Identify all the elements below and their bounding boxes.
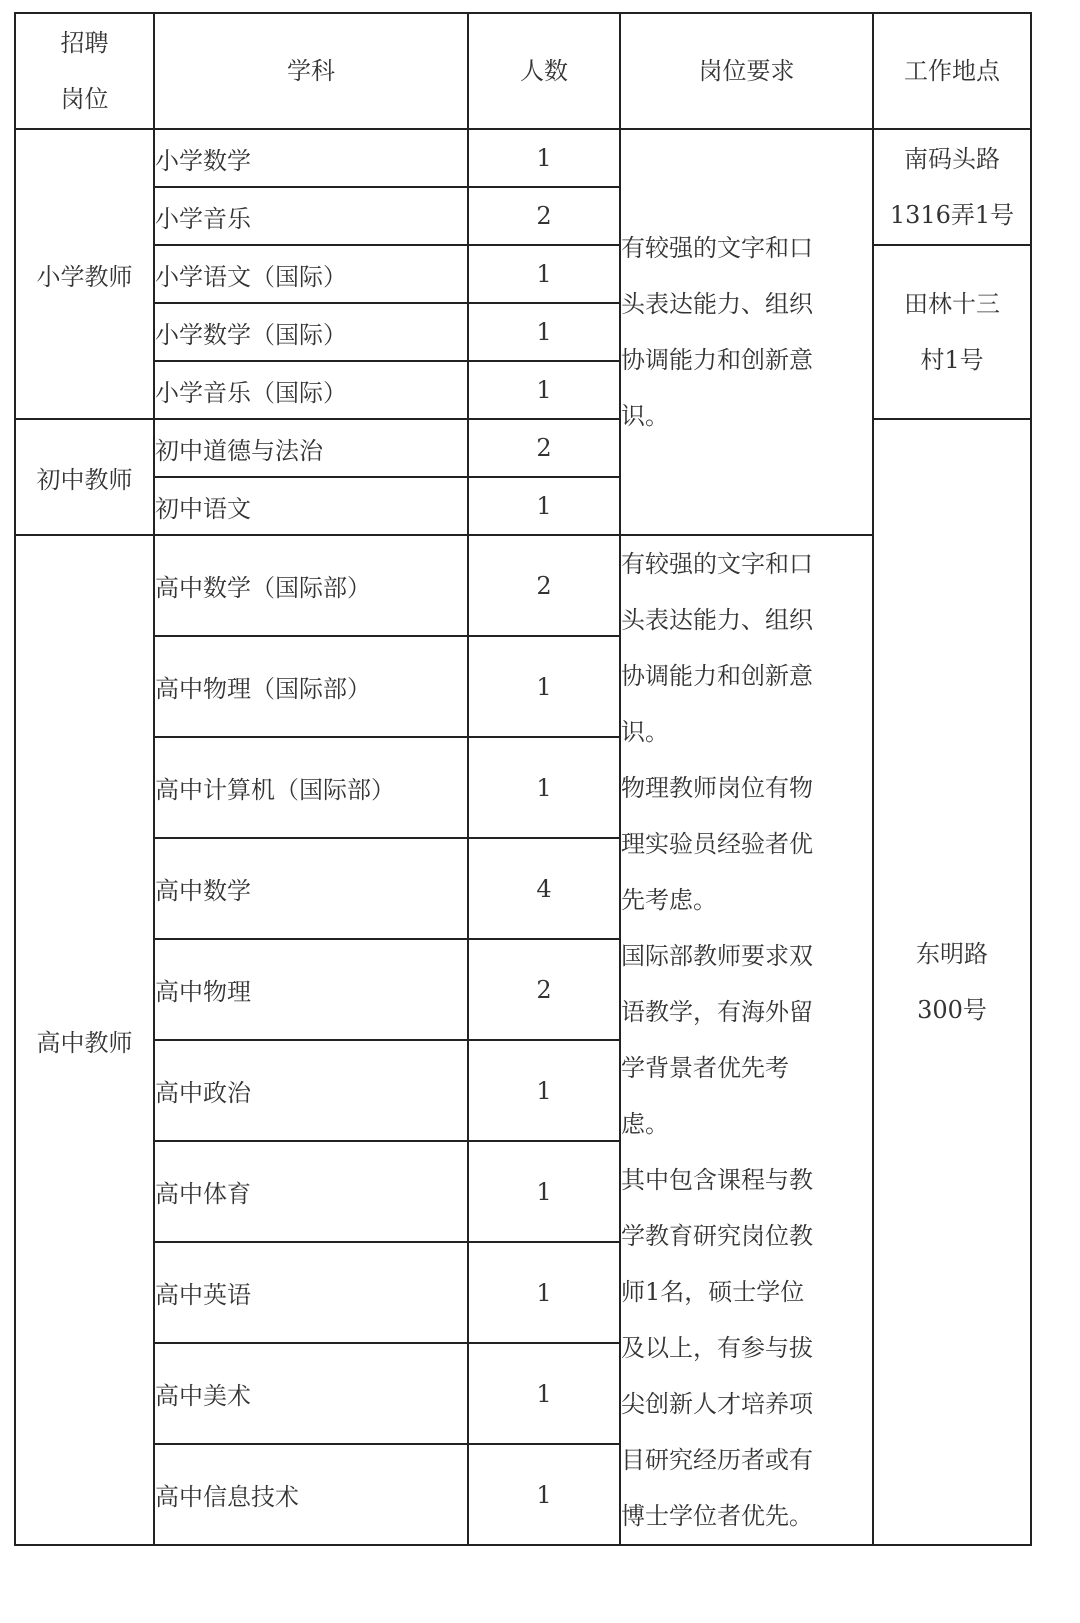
table-row: [15, 129, 1031, 187]
header-count: 人数: [468, 13, 620, 129]
subject-cell: 高中体育: [154, 1141, 468, 1242]
count-cell: 1: [468, 636, 620, 737]
count-cell: 2: [468, 419, 620, 477]
header-position: 招聘 岗位: [15, 13, 154, 129]
location-nanmatou: 南码头路 1316弄1号: [873, 129, 1031, 245]
header-subject: 学科: [154, 13, 468, 129]
subject-cell: 高中物理: [154, 939, 468, 1040]
subject-cell: 初中语文: [154, 477, 468, 535]
table-row: [15, 419, 1031, 477]
subject-cell: 小学音乐（国际）: [154, 361, 468, 419]
count-cell: 1: [468, 477, 620, 535]
subject-cell: 高中信息技术: [154, 1444, 468, 1545]
group-middle: 初中教师: [15, 419, 154, 535]
group-high: 高中教师: [15, 535, 154, 1545]
count-cell: 1: [468, 245, 620, 303]
subject-cell: 高中政治: [154, 1040, 468, 1141]
table-row: [15, 245, 1031, 303]
recruitment-table: [14, 12, 1032, 1546]
subject-cell: 小学数学（国际）: [154, 303, 468, 361]
count-cell: 4: [468, 838, 620, 939]
subject-cell: 高中计算机（国际部）: [154, 737, 468, 838]
count-cell: 1: [468, 1444, 620, 1545]
location-tianlin: 田林十三 村1号: [873, 245, 1031, 419]
subject-cell: 高中数学: [154, 838, 468, 939]
count-cell: 1: [468, 129, 620, 187]
subject-cell: 小学语文（国际）: [154, 245, 468, 303]
location-dongming: 东明路 300号: [873, 419, 1031, 1545]
header-location: 工作地点: [873, 13, 1031, 129]
count-cell: 1: [468, 1343, 620, 1444]
header-requirement: 岗位要求: [620, 13, 873, 129]
subject-cell: 高中美术: [154, 1343, 468, 1444]
subject-cell: 高中数学（国际部）: [154, 535, 468, 636]
count-cell: 2: [468, 939, 620, 1040]
count-cell: 1: [468, 1242, 620, 1343]
count-cell: 2: [468, 187, 620, 245]
requirement-high: 有较强的文字和口 头表达能力、组织 协调能力和创新意 识。 物理教师岗位有物 理实验员经验者优 先考虑。 国际部教师要求双 语教学，有海外留 学背景者优先考 虑。 其中包含课程与教 学教育研究岗位教 师1名，硕士学位 及以上，有参与拔 尖创新人才培养项 目研究经历者或有 博士学位者优先。: [620, 535, 873, 1545]
count-cell: 1: [468, 1040, 620, 1141]
requirement-primary-middle: 有较强的文字和口 头表达能力、组织 协调能力和创新意 识。: [620, 129, 873, 535]
group-primary: 小学教师: [15, 129, 154, 419]
count-cell: 1: [468, 737, 620, 838]
count-cell: 2: [468, 535, 620, 636]
subject-cell: 高中物理（国际部）: [154, 636, 468, 737]
subject-cell: 小学音乐: [154, 187, 468, 245]
subject-cell: 高中英语: [154, 1242, 468, 1343]
subject-cell: 小学数学: [154, 129, 468, 187]
header-row: [15, 13, 1031, 129]
count-cell: 1: [468, 361, 620, 419]
count-cell: 1: [468, 303, 620, 361]
count-cell: 1: [468, 1141, 620, 1242]
subject-cell: 初中道德与法治: [154, 419, 468, 477]
